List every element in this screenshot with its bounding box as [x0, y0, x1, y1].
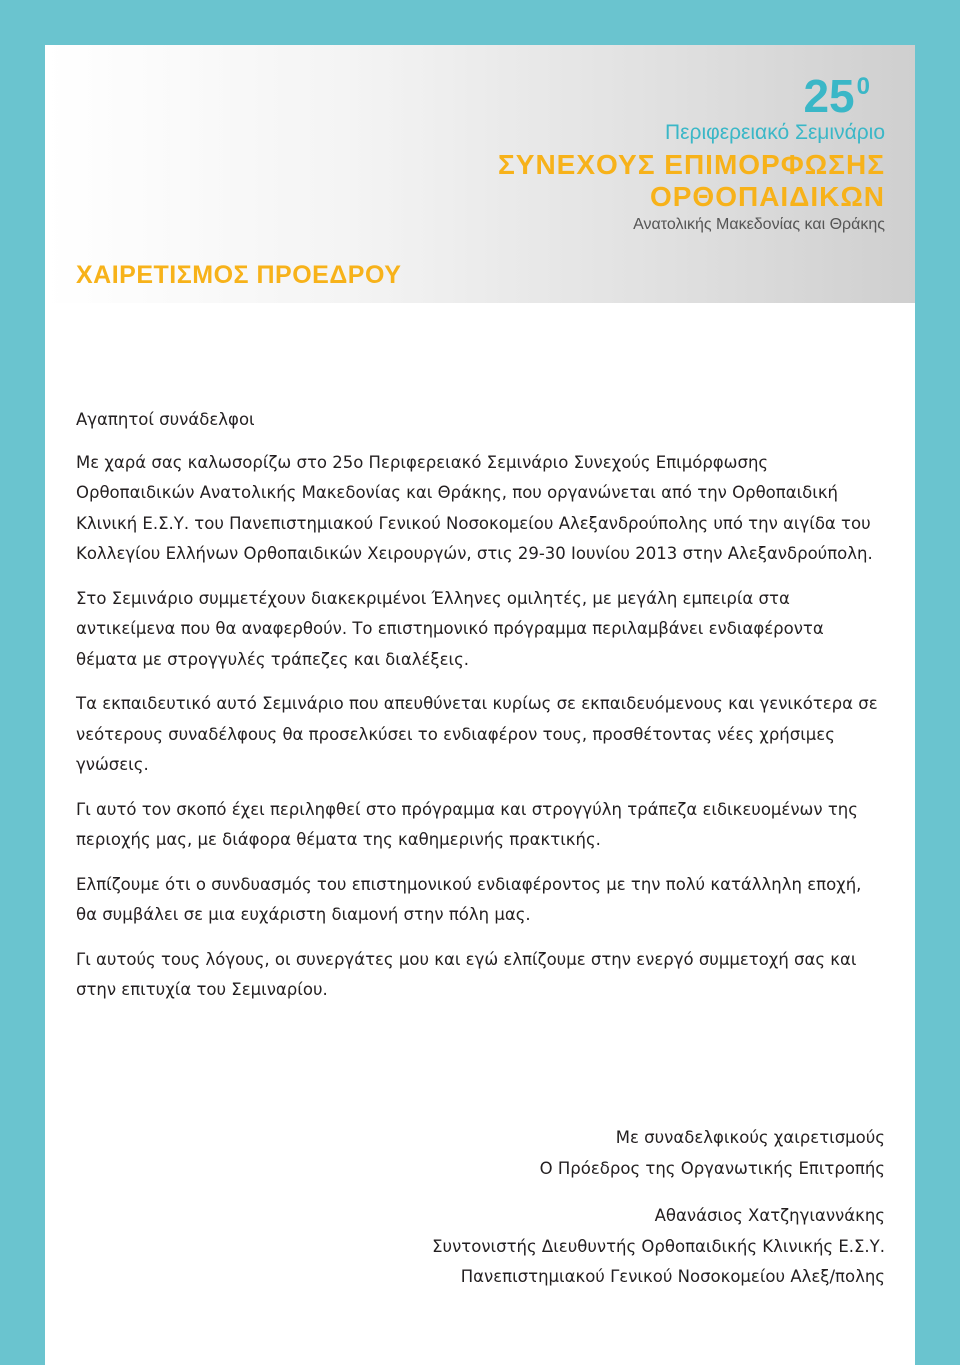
signature-block	[432, 1123, 885, 1293]
page-title: ΧΑΙΡΕΤΙΣΜΟΣ ΠΡΟΕΔΡΟΥ	[76, 261, 402, 289]
paragraph: Με χαρά σας καλωσορίζω στο 25ο Περιφερειακό Σεμινάριο Συνεχούς Επιμόρφωσης Ορθοπαιδικών Ανατολικής Μακεδονίας και Θράκης, που οργανώνεται από την Ορθοπαιδική Κλινική Ε.Σ.Υ. του Πανεπιστημιακού Γενικού Νοσοκομείου Αλεξανδρούπολης υπό την αιγίδα του Κολλεγίου Ελλήνων Ορθοπαιδικών Χειρουργών, στις 29-30 Ιουνίου 2013 στην Αλεξανδρούπολη.	[76, 452, 873, 563]
document-page	[45, 45, 915, 1365]
salutation: Αγαπητοί συνάδελφοι	[76, 410, 255, 429]
signature-spacer	[432, 1184, 885, 1201]
signer-role: Ο Πρόεδρος της Οργανωτικής Επιτροπής	[539, 1158, 885, 1178]
paragraph: Τα εκπαιδευτικό αυτό Σεμινάριο που απευθύνεται κυρίως σε εκπαιδευόμενους και γενικότερα σε νεότερους συναδέλφους θα προσελκύσει το ενδιαφέρον τους, προσθέτοντας νέες χρήσιμες γνώσεις.	[76, 694, 878, 774]
signer-hospital: Πανεπιστημιακού Γενικού Νοσοκομείου Αλεξ/πολης	[460, 1267, 885, 1286]
edition-superscript: 0	[856, 73, 870, 100]
seminar-subtitle: Περιφερειακό Σεμινάριο	[664, 121, 885, 144]
edition-number	[803, 70, 870, 122]
signer-name: Αθανάσιος Χατζηγιαννάκης	[654, 1206, 885, 1225]
paragraph: Ελπίζουμε ότι ο συνδυασμός του επιστημονικού ενδιαφέροντος με την πολύ κατάλληλη εποχή, θα συμβάλει σε μια ευχάριστη διαμονή στην πόλη μας.	[76, 874, 862, 924]
edition-number-value: 25	[803, 70, 855, 122]
letter-body	[76, 405, 886, 1020]
seminar-title-line-2: ΟΡΘΟΠΑΙΔΙΚΩΝ	[649, 181, 885, 212]
paragraph: Γι αυτό τον σκοπό έχει περιληφθεί στο πρόγραμμα και στρογγύλη τράπεζα ειδικευομένων της περιοχής μας, με διάφορα θέματα της καθημερινής πρακτικής.	[76, 799, 858, 849]
seminar-title-line-1: ΣΥΝΕΧΟΥΣ ΕΠΙΜΟΡΦΩΣΗΣ	[497, 149, 885, 180]
closing-line: Με συναδελφικούς χαιρετισμούς	[615, 1128, 885, 1147]
paragraph: Στο Σεμινάριο συμμετέχουν διακεκριμένοι Έλληνες ομιλητές, με μεγάλη εμπειρία στα αντικείμενα που θα αναφερθούν. Το επιστημονικό πρόγραμμα περιλαμβάνει ενδιαφέροντα θέματα με στρογγυλές τράπεζες και διαλέξεις.	[76, 588, 824, 669]
seminar-region: Ανατολικής Μακεδονίας και Θράκης	[633, 216, 885, 233]
paragraph: Γι αυτούς τους λόγους, οι συνεργάτες μου και εγώ ελπίζουμε στην ενεργό συμμετοχή σας και στην επιτυχία του Σεμιναρίου.	[76, 949, 857, 999]
signer-position: Συντονιστής Διευθυντής Ορθοπαιδικής Κλινικής Ε.Σ.Υ.	[432, 1236, 885, 1256]
header-band	[45, 45, 915, 303]
